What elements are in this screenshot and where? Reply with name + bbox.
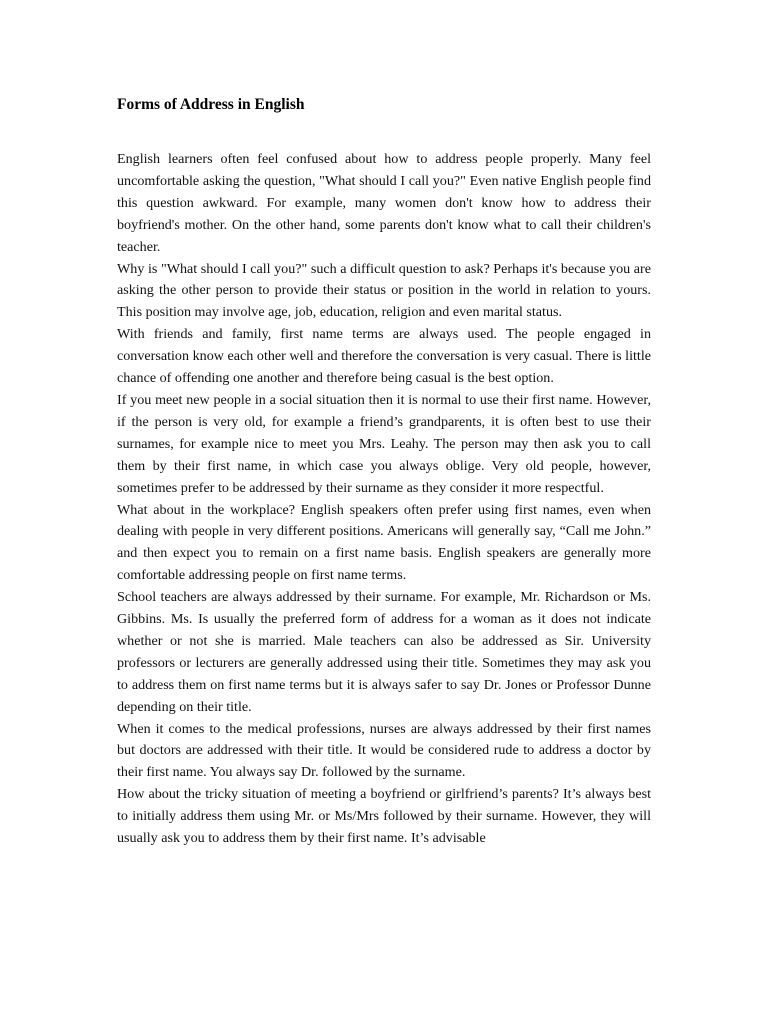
document-body (117, 149, 651, 850)
paragraph: School teachers are always addressed by their surname. For example, Mr. Richardson or Ms. Gibbins. Ms. Is usually the preferred form of address for a woman as it does not indicate whether or not she is married. Male teachers can also be addressed as Sir. University professors or lecturers are generally addressed using their title. Sometimes they may ask you to address them on first name terms but it is always safer to say Dr. Jones or Professor Dunne depending on their title. (117, 589, 651, 715)
paragraph: With friends and family, first name terms are always used. The people engaged in conversation know each other well and therefore the conversation is very casual. There is little chance of offending one another and therefore being casual is the best option. (117, 326, 651, 387)
paragraph: English learners often feel confused about how to address people properly. Many feel uncomfortable asking the question, "What should I call you?" Even native English people find this question awkward. For example, many women don't know how to address their boyfriend's mother. On the other hand, some parents don't know what to call their children's teacher. (117, 151, 651, 255)
document-title: Forms of Address in English (117, 96, 305, 113)
paragraph: How about the tricky situation of meeting a boyfriend or girlfriend’s parents? It’s always best to initially address them using Mr. or Ms/Mrs followed by their surname. However, they will usually ask you to address them by their first name. It’s advisable (117, 786, 651, 847)
paragraph: If you meet new people in a social situation then it is normal to use their first name. However, if the person is very old, for example a friend’s grandparents, it is often best to use their surnames, for example nice to meet you Mrs. Leahy. The person may then ask you to call them by their first name, in which case you always oblige. Very old people, however, sometimes prefer to be addressed by their surname as they consider it more respectful. (117, 391, 651, 496)
paragraph: When it comes to the medical professions, nurses are always addressed by their first names but doctors are addressed with their title. It would be considered rude to address a doctor by their first name. You always say Dr. followed by the surname. (117, 720, 651, 781)
paragraph: What about in the workplace? English speakers often prefer using first names, even when dealing with people in very different positions. Americans will generally say, “Call me John.” and then expect you to remain on a first name basis. English speakers are generally more comfortable addressing people on first name terms. (117, 501, 651, 584)
paragraph: Why is "What should I call you?" such a difficult question to ask? Perhaps it's because you are asking the other person to provide their status or position in the world in relation to yours. This position may involve age, job, education, religion and even marital status. (117, 260, 651, 321)
